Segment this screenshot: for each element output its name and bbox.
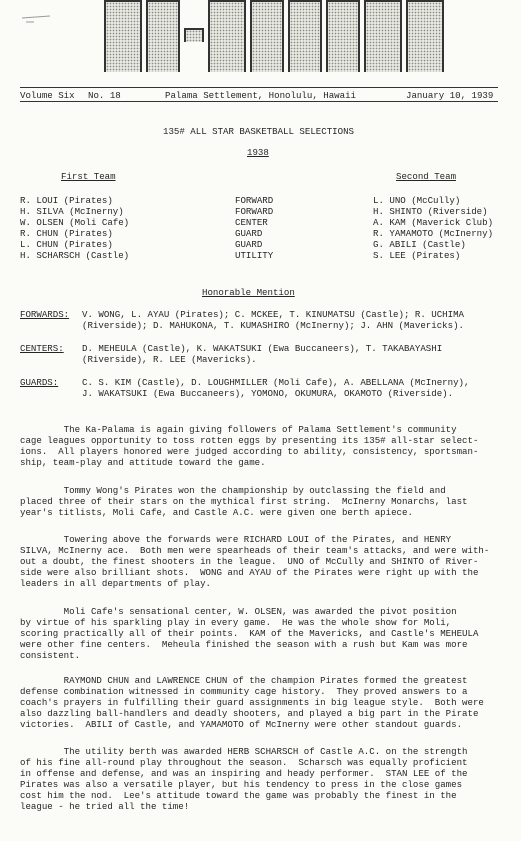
- masthead-letter: [146, 0, 180, 72]
- paragraph-line: coach's prayers in fulfilling their guard assignments in big league style. Both were: [20, 697, 484, 708]
- team-position: CENTER: [235, 217, 268, 228]
- honorable-group-label: FORWARDS:: [20, 309, 70, 320]
- team-position: GUARD: [235, 239, 263, 250]
- masthead-rule: [20, 87, 498, 88]
- paragraph-line: The Ka-Palama is again giving followers of Palama Settlement's community: [20, 424, 457, 435]
- issue-date: January 10, 1939: [406, 90, 494, 101]
- paragraph-line: Pirates was also a versatile player, but his tendency to press in the close games: [20, 779, 463, 790]
- masthead: [0, 0, 521, 90]
- team-position: GUARD: [235, 228, 263, 239]
- paragraph-line: were other fine centers. Meheula finished the season with a rush but Kam was more: [20, 639, 468, 650]
- paragraph-line: The utility berth was awarded HERB SCHARSCH of Castle A.C. on the strength: [20, 746, 468, 757]
- team-second-player: A. KAM (Maverick Club): [373, 217, 494, 228]
- honorable-line: (Riverside); D. MAHUKONA, T. KUMASHIRO (McInerny); J. AHN (Mavericks).: [82, 320, 464, 331]
- first-team-heading: First Team: [61, 171, 116, 182]
- paragraph-line: RAYMOND CHUN and LAWRENCE CHUN of the champion Pirates formed the greatest: [20, 675, 468, 686]
- paragraph-line: by virtue of his sparkling play in every game. He was the whole show for Moli,: [20, 617, 452, 628]
- honorable-group-label: GUARDS:: [20, 377, 59, 388]
- publication-place: Palama Settlement, Honolulu, Hawaii: [165, 90, 356, 101]
- scribble-mark: [20, 10, 60, 30]
- honorable-line: C. S. KIM (Castle), D. LOUGHMILLER (Moli Cafe), A. ABELLANA (McInerny),: [82, 377, 470, 388]
- honorable-line: J. WAKATSUKI (Ewa Buccaneers), YOMONO, OKUMURA, OKAMOTO (Riverside).: [82, 388, 454, 399]
- paragraph-line: SILVA, McInerny ace. Both men were spearheads of their team's attacks, and were with-: [20, 545, 490, 556]
- team-second-player: R. YAMAMOTO (McInerny): [373, 228, 494, 239]
- paragraph-line: Moli Cafe's sensational center, W. OLSEN, was awarded the pivot position: [20, 606, 457, 617]
- paragraph-line: out a doubt, the finest shooters in the league. UNO of McCully and SHINTO of River-: [20, 556, 479, 567]
- paragraph-line: ions. All players honored were judged according to ability, consistency, sportsman-: [20, 446, 479, 457]
- paragraph-line: Tommy Wong's Pirates won the championship by outclassing the field and: [20, 485, 446, 496]
- team-first-player: H. SCHARSCH (Castle): [20, 250, 130, 261]
- masthead-letter: [364, 0, 402, 72]
- masthead-letter: [288, 0, 322, 72]
- volume-label: Volume Six: [20, 90, 75, 101]
- header-rule: [20, 101, 498, 102]
- masthead-letter: [406, 0, 444, 72]
- paragraph-line: of his fine all-round play throughout the season. Scharsch was equally proficient: [20, 757, 468, 768]
- team-first-player: R. CHUN (Pirates): [20, 228, 113, 239]
- team-position: FORWARD: [235, 206, 274, 217]
- team-first-player: R. LOUI (Pirates): [20, 195, 113, 206]
- paragraph-line: Towering above the forwards were RICHARD LOUI of the Pirates, and HENRY: [20, 534, 452, 545]
- honorable-line: D. MEHEULA (Castle), K. WAKATSUKI (Ewa Buccaneers), T. TAKABAYASHI: [82, 343, 443, 354]
- masthead-letter: [250, 0, 284, 72]
- paragraph-line: in offense and defense, and was an inspiring and heady performer. STAN LEE of the: [20, 768, 468, 779]
- team-second-player: L. UNO (McCully): [373, 195, 461, 206]
- honorable-line: (Riverside), R. LEE (Mavericks).: [82, 354, 257, 365]
- paragraph-line: ship, team-play and attitude toward the game.: [20, 457, 266, 468]
- article-title: 135# ALL STAR BASKETBALL SELECTIONS: [163, 126, 354, 137]
- paragraph-line: defense combination witnessed in community cage history. They proved answers to a: [20, 686, 468, 697]
- team-position: FORWARD: [235, 195, 274, 206]
- paragraph-line: leaders in all departments of play.: [20, 578, 211, 589]
- team-second-player: G. ABILI (Castle): [373, 239, 466, 250]
- masthead-letter: [208, 0, 246, 72]
- paragraph-line: placed three of their stars on the mythical first string. McInerny Monarchs, last: [20, 496, 468, 507]
- paragraph-line: cost him the nod. Lee's attitude toward the game was probably the finest in the: [20, 790, 457, 801]
- team-first-player: L. CHUN (Pirates): [20, 239, 113, 250]
- paragraph-line: cage leagues opportunity to toss rotten eggs by presenting its 135# all-star select-: [20, 435, 479, 446]
- paragraph-line: victories. ABILI of Castle, and YAMAMOTO of McInerny were other standout guards.: [20, 719, 463, 730]
- team-first-player: H. SILVA (McInerny): [20, 206, 124, 217]
- second-team-heading: Second Team: [396, 171, 457, 182]
- honorable-heading: Honorable Mention: [202, 287, 295, 298]
- honorable-group-label: CENTERS:: [20, 343, 64, 354]
- paragraph-line: league - he tried all the time!: [20, 801, 190, 812]
- issue-number: No. 18: [88, 90, 121, 101]
- paragraph-line: consistent.: [20, 650, 81, 661]
- team-position: UTILITY: [235, 250, 274, 261]
- paragraph-line: year's titlists, Moli Cafe, and Castle A.C. were given one berth apiece.: [20, 507, 413, 518]
- article-year: 1938: [247, 147, 269, 158]
- paragraph-line: also dazzling ball-handlers and deadly shooters, and played a big part in the Pirate: [20, 708, 479, 719]
- masthead-letter: [104, 0, 142, 72]
- paragraph-line: scoring practically all of their points. KAM of the Mavericks, and Castle's MEHEULA: [20, 628, 479, 639]
- team-second-player: H. SHINTO (Riverside): [373, 206, 488, 217]
- masthead-letter: [326, 0, 360, 72]
- masthead-letter: [184, 28, 204, 42]
- team-first-player: W. OLSEN (Moli Cafe): [20, 217, 130, 228]
- honorable-line: V. WONG, L. AYAU (Pirates); C. MCKEE, T. KINUMATSU (Castle); R. UCHIMA: [82, 309, 464, 320]
- paragraph-line: side were also brilliant shots. WONG and AYAU of the Pirates were right up with the: [20, 567, 479, 578]
- team-second-player: S. LEE (Pirates): [373, 250, 461, 261]
